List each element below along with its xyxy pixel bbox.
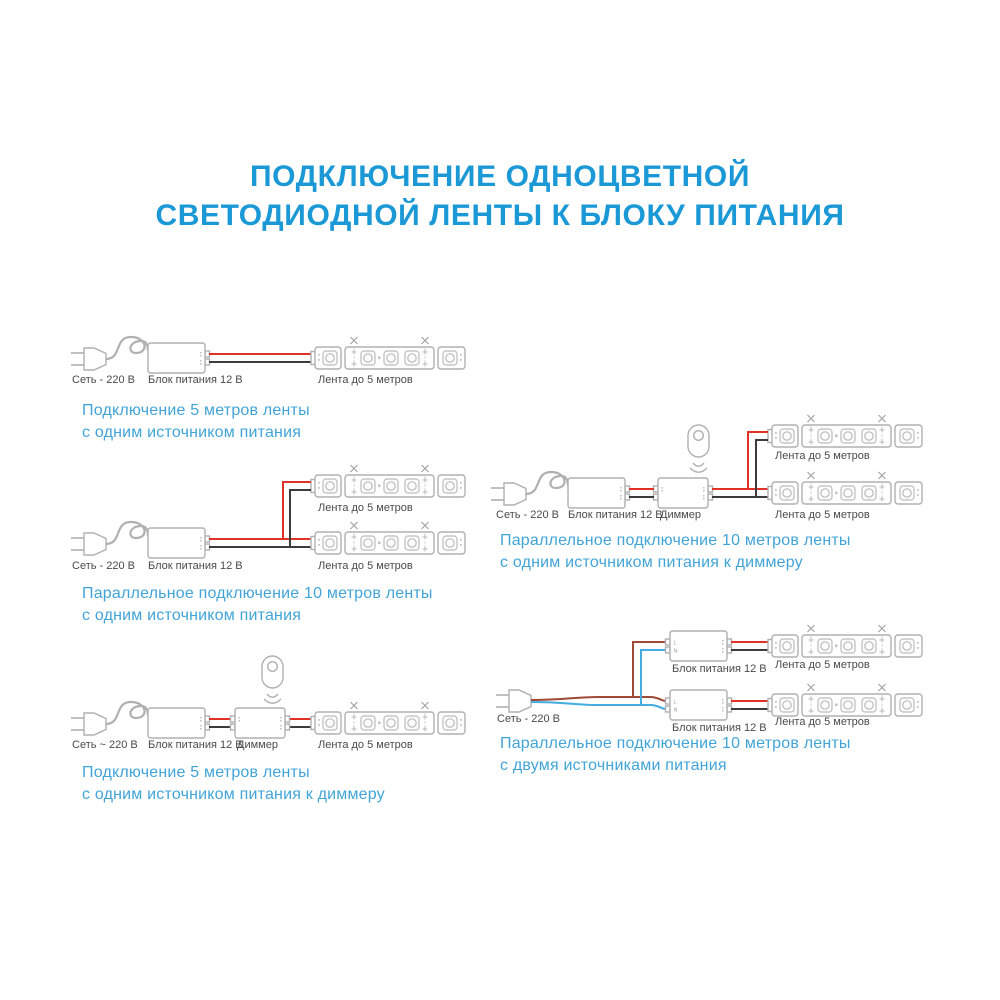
led-strip-upper bbox=[768, 415, 922, 447]
psu-label: Блок питания 12 В bbox=[148, 739, 243, 751]
caption-line: с одним источником питания к диммеру bbox=[500, 554, 803, 571]
caption-line: Подключение 5 метров ленты bbox=[82, 402, 310, 419]
dimmer-box bbox=[654, 478, 713, 508]
power-supply-box bbox=[148, 708, 210, 738]
caption-parallel-10m-two-psu bbox=[500, 733, 851, 777]
diagram-single-5m bbox=[71, 337, 465, 386]
terminal-l-label: L bbox=[673, 640, 677, 647]
remote-control-icon bbox=[688, 425, 709, 472]
strip-label: Лента до 5 метров bbox=[775, 450, 870, 462]
led-strip-lower bbox=[311, 522, 465, 554]
strip-label: Лента до 5 метров bbox=[318, 502, 413, 514]
plug-icon bbox=[71, 702, 148, 735]
caption-line: с двумя источниками питания bbox=[500, 757, 727, 774]
led-strip-upper bbox=[311, 465, 465, 497]
caption-single-5m-dimmer bbox=[82, 762, 385, 806]
caption-parallel-10m-dimmer bbox=[500, 530, 851, 574]
caption-single-5m bbox=[82, 400, 310, 444]
diagram-parallel-10m bbox=[71, 465, 465, 572]
caption-line: с одним источником питания bbox=[82, 607, 302, 624]
caption-line: с одним источником питания bbox=[82, 424, 302, 441]
psu-label: Блок питания 12 В bbox=[672, 722, 767, 734]
caption-line: Параллельное подключение 10 метров ленты bbox=[500, 735, 851, 752]
psu-label: Блок питания 12 В bbox=[568, 509, 663, 521]
caption-line: с одним источником питания к диммеру bbox=[82, 786, 385, 803]
caption-line: Параллельное подключение 10 метров ленты bbox=[500, 532, 851, 549]
psu-label: Блок питания 12 В bbox=[148, 374, 243, 386]
mains-label: Сеть - 220 В bbox=[496, 509, 559, 521]
page-title-line1: ПОДКЛЮЧЕНИЕ ОДНОЦВЕТНОЙ bbox=[249, 160, 751, 193]
caption-parallel-10m bbox=[82, 583, 433, 627]
plug-icon bbox=[491, 472, 568, 505]
mains-label: Сеть - 220 В bbox=[72, 560, 135, 572]
strip-label: Лента до 5 метров bbox=[775, 716, 870, 728]
led-strip bbox=[311, 337, 465, 369]
power-supply-box bbox=[148, 528, 210, 558]
led-strip-lower bbox=[768, 472, 922, 504]
mains-label: Сеть - 220 В bbox=[72, 374, 135, 386]
led-strip bbox=[311, 702, 465, 734]
terminal-l-label: L bbox=[673, 699, 677, 706]
plug-icon bbox=[71, 522, 148, 555]
strip-label: Лента до 5 метров bbox=[775, 659, 870, 671]
strip-label: Лента до 5 метров bbox=[318, 739, 413, 751]
caption-line: Подключение 5 метров ленты bbox=[82, 764, 310, 781]
diagram-single-5m-dimmer bbox=[71, 656, 465, 751]
mains-label: Сеть ~ 220 В bbox=[72, 739, 138, 751]
dimmer-label: Диммер bbox=[237, 739, 278, 751]
power-supply-box bbox=[148, 343, 210, 373]
led-strip-upper bbox=[768, 625, 922, 657]
diagram-parallel-10m-two-psu bbox=[496, 625, 922, 734]
dimmer-box bbox=[231, 708, 290, 738]
plug-icon bbox=[496, 690, 531, 712]
strip-label: Лента до 5 метров bbox=[775, 509, 870, 521]
plug-icon bbox=[71, 337, 148, 370]
mains-label: Сеть - 220 В bbox=[497, 713, 560, 725]
remote-control-icon bbox=[262, 656, 283, 703]
terminal-n-label: N bbox=[673, 707, 678, 714]
led-strip-lower bbox=[768, 684, 922, 716]
diagram-parallel-10m-dimmer bbox=[491, 415, 922, 521]
strip-label: Лента до 5 метров bbox=[318, 374, 413, 386]
dimmer-label: Диммер bbox=[660, 509, 701, 521]
psu-label: Блок питания 12 В bbox=[672, 663, 767, 675]
terminal-n-label: N bbox=[673, 648, 678, 655]
caption-line: Параллельное подключение 10 метров ленты bbox=[82, 585, 433, 602]
power-supply-box bbox=[568, 478, 630, 508]
page-title-line2: СВЕТОДИОДНОЙ ЛЕНТЫ К БЛОКУ ПИТАНИЯ bbox=[155, 199, 845, 232]
strip-label: Лента до 5 метров bbox=[318, 560, 413, 572]
psu-label: Блок питания 12 В bbox=[148, 560, 243, 572]
